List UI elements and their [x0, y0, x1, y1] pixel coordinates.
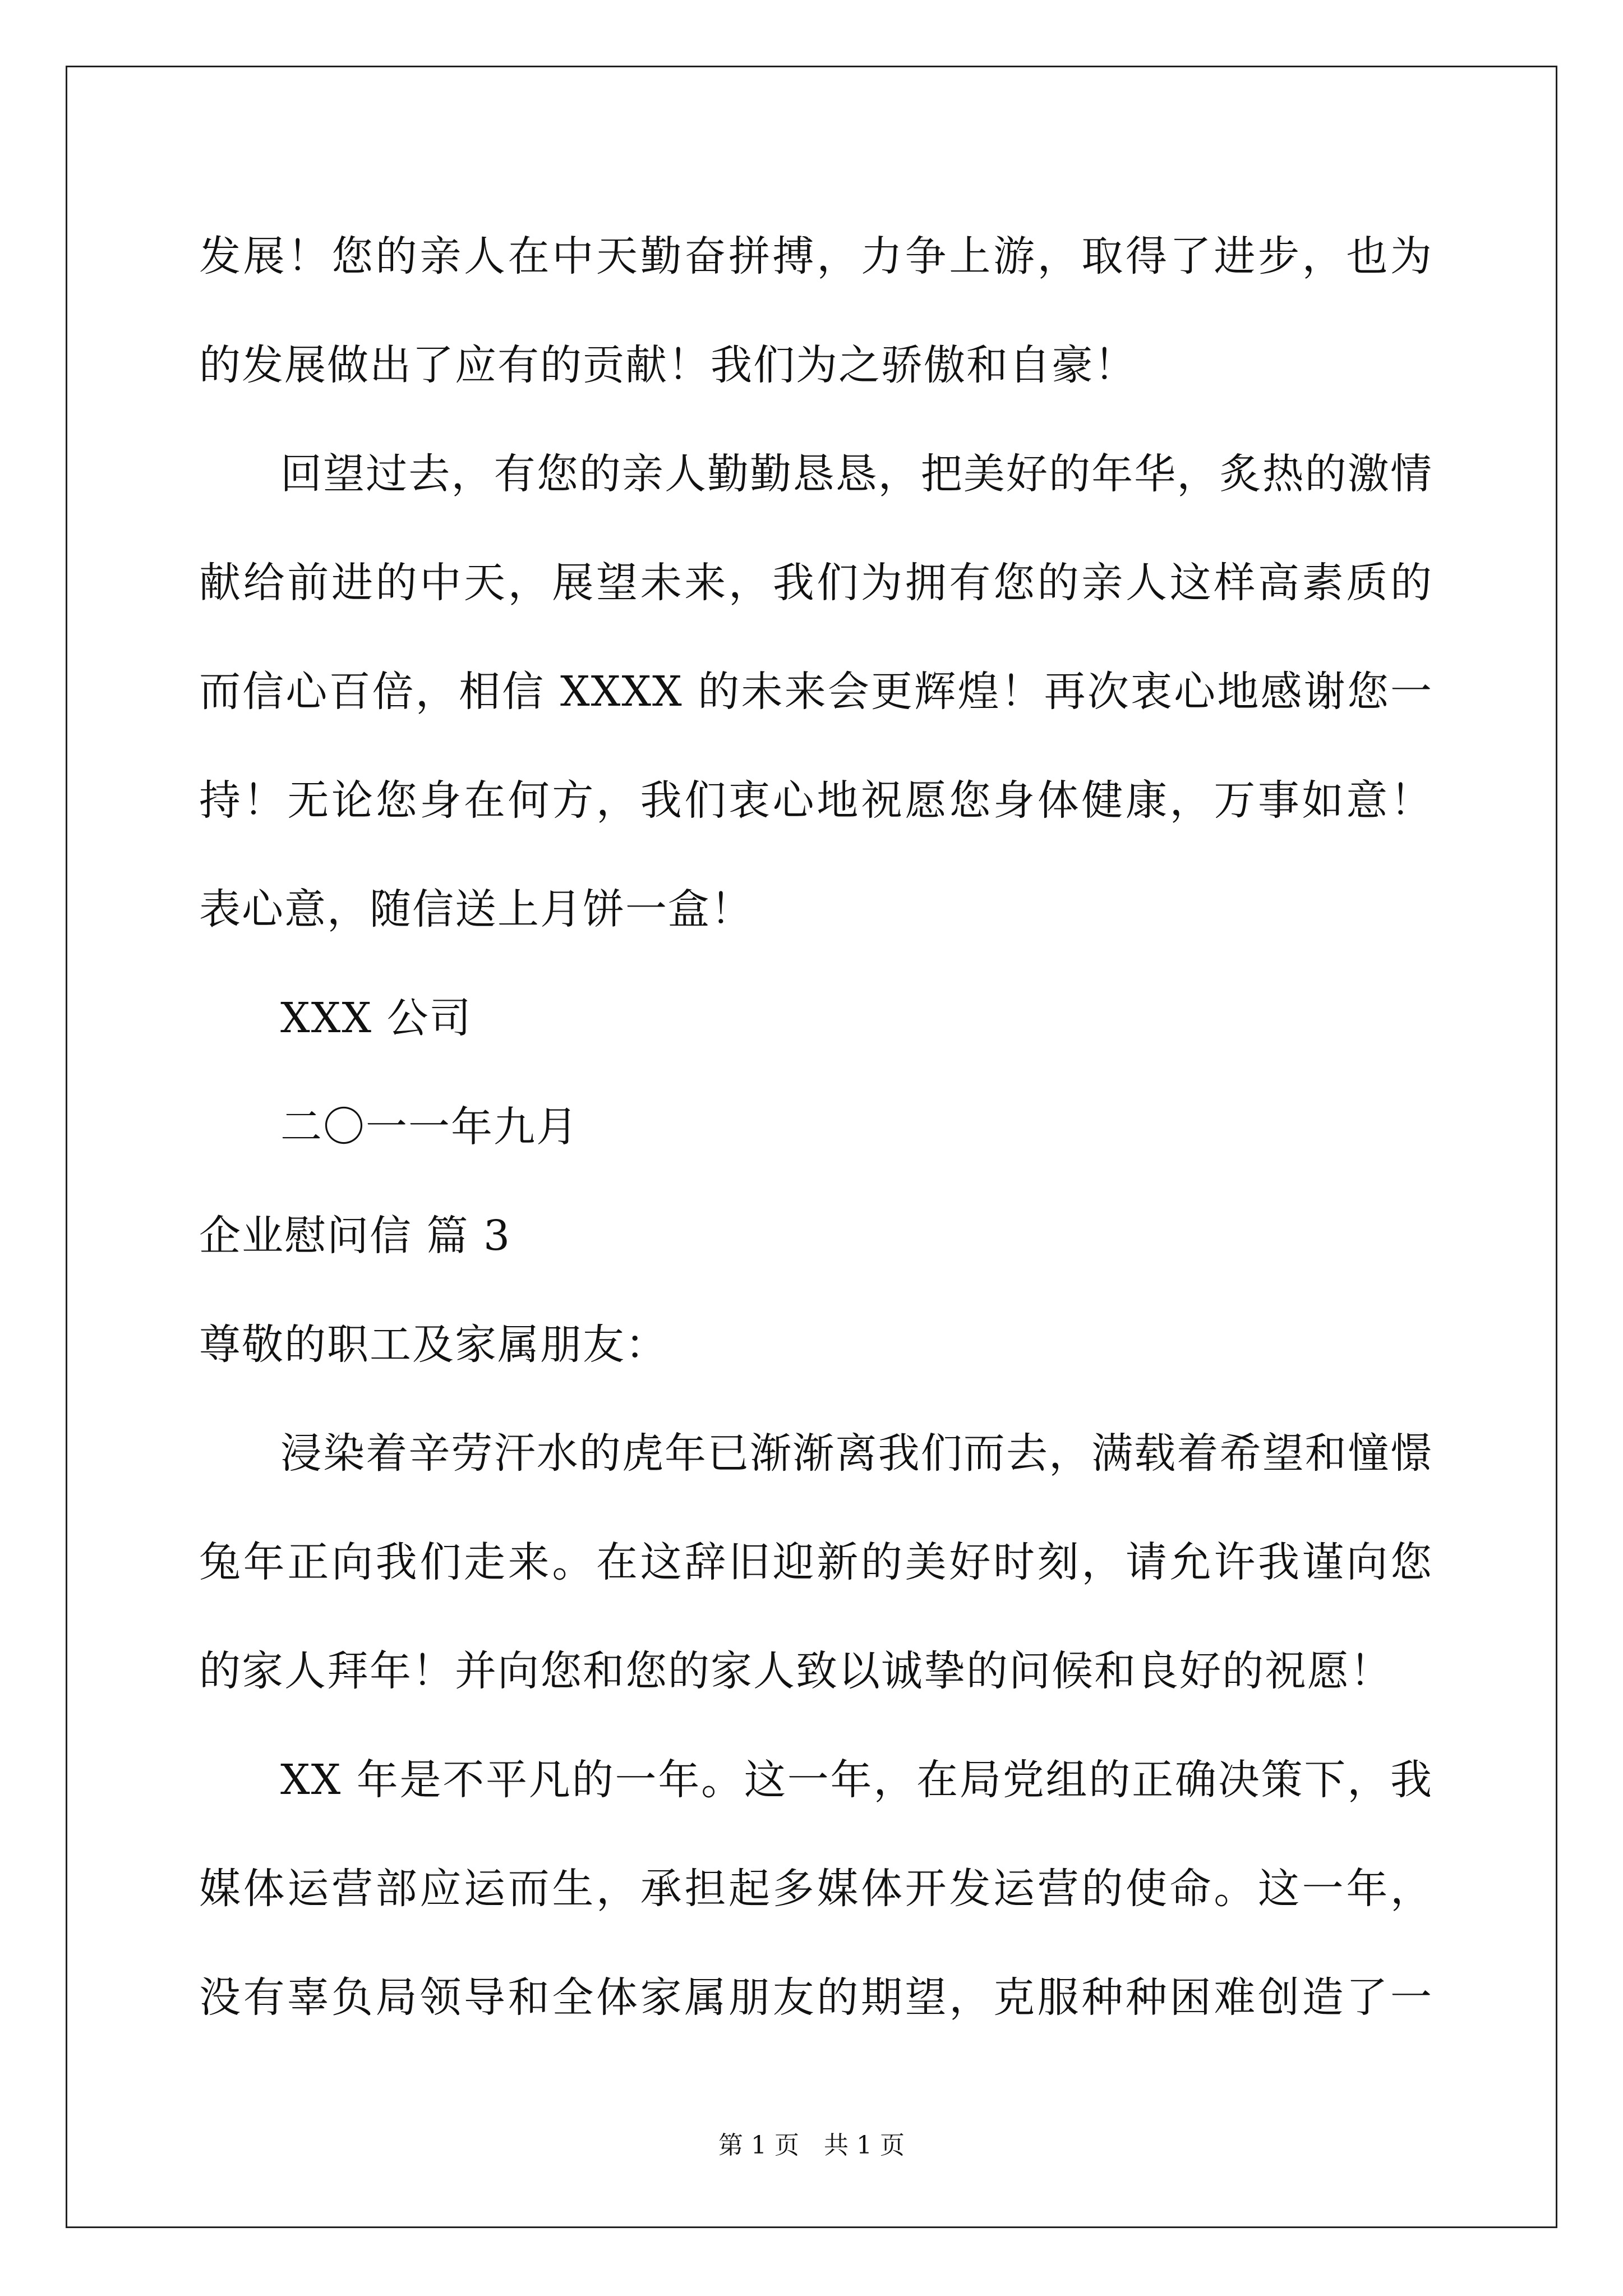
- text-line: 的发展做出了应有的贡献！我们为之骄傲和自豪！: [199, 341, 1137, 389]
- section-heading: 企业慰问信 篇 3: [199, 1212, 511, 1260]
- text-line: 发展！您的亲人在中天勤奋拼搏，力争上游，取得了进步，也为: [199, 232, 1433, 280]
- page-footer: [0, 2129, 1623, 2162]
- text-line: 持！无论您身在何方，我们衷心地祝愿您身体健康，万事如意！: [199, 776, 1433, 825]
- text-line: 回望过去，有您的亲人勤勤恳恳，把美好的年华，炙热的激情: [280, 450, 1433, 498]
- text-line: 媒体运营部应运而生，承担起多媒体开发运营的使命。这一年，: [199, 1865, 1433, 1913]
- text-line: 浸染着辛劳汗水的虎年已渐渐离我们而去，满载着希望和憧憬: [280, 1429, 1433, 1478]
- document-body: [199, 202, 1433, 2052]
- text-line: 兔年正向我们走来。在这辞旧迎新的美好时刻，请允许我谨向您: [199, 1538, 1433, 1586]
- page-number: 第 1 页: [718, 2131, 799, 2160]
- signature-company: XXX 公司: [280, 994, 472, 1042]
- text-line: 没有辜负局领导和全体家属朋友的期望，克服种种困难创造了一: [199, 1973, 1433, 2022]
- text-line: 而信心百倍，相信 XXXX 的未来会更辉煌！再次衷心地感谢您一: [199, 668, 1433, 716]
- text-line: 献给前进的中天，展望未来，我们为拥有您的亲人这样高素质的: [199, 559, 1433, 607]
- page-total: 共 1 页: [824, 2131, 905, 2160]
- salutation: 尊敬的职工及家属朋友：: [199, 1320, 668, 1369]
- text-line: 的家人拜年！并向您和您的家人致以诚挚的问候和良好的祝愿！: [199, 1647, 1393, 1695]
- signature-date: 二〇一一年九月: [280, 1103, 579, 1151]
- text-line: 表心意，随信送上月饼一盒！: [199, 885, 753, 933]
- text-line: XX 年是不平凡的一年。这一年，在局党组的正确决策下，我: [280, 1756, 1433, 1804]
